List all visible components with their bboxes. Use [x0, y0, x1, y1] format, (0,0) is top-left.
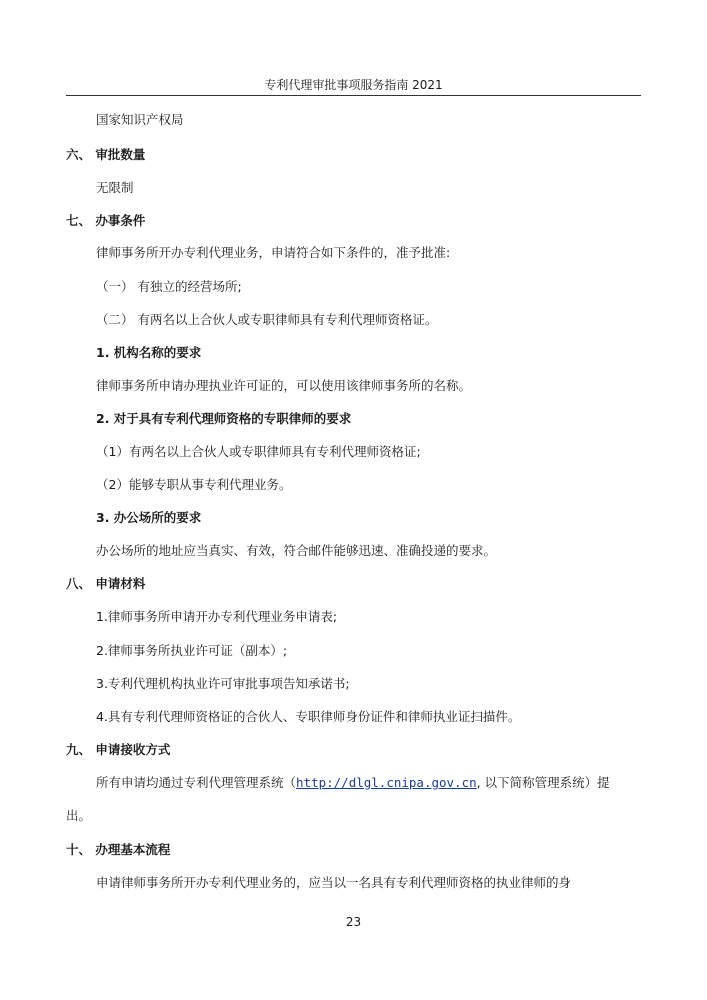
paragraph-lawyer-req-2: （2）能够专职从事专利代理业务。: [96, 477, 292, 492]
paragraph-office-req: 办公场所的地址应当真实、有效，符合邮件能够迅速、准确投递的要求。: [96, 543, 497, 558]
material-item-4: 4.具有专利代理师资格证的合伙人、专职律师身份证件和律师执业证扫描件。: [96, 709, 521, 724]
paragraph-process: 申请律师事务所开办专利代理业务的，应当以一名具有专利代理师资格的执业律师的身: [96, 875, 572, 890]
paragraph-lawyer-req-1: （1）有两名以上合伙人或专职律师具有专利代理师资格证;: [96, 444, 421, 459]
paragraph-name-requirement: 律师事务所申请办理执业许可证的，可以使用该律师事务所的名称。: [96, 378, 472, 393]
paragraph-receive-method: [96, 773, 610, 791]
receive-method-text-end: , 以下简称管理系统）提: [476, 775, 610, 790]
paragraph-condition-1: （一） 有独立的经营场所;: [96, 279, 242, 294]
section-heading-8: 八、 申请材料: [66, 576, 146, 591]
section-heading-9: 九、 申请接收方式: [66, 742, 171, 757]
material-item-2: 2.律师事务所执业许可证（副本）;: [96, 643, 288, 658]
subheading-3: 3. 办公场所的要求: [96, 510, 202, 525]
material-item-1: 1.律师事务所申请开办专利代理业务申请表;: [96, 609, 338, 624]
management-system-link[interactable]: http://dlgl.cnipa.gov.cn: [296, 775, 477, 790]
paragraph-condition-2: （二） 有两名以上合伙人或专职律师具有专利代理师资格证。: [96, 312, 438, 327]
paragraph-authority: 国家知识产权局: [96, 112, 184, 127]
paragraph-receive-method-cont: 出。: [66, 808, 92, 823]
material-item-3: 3.专利代理机构执业许可审批事项告知承诺书;: [96, 676, 350, 691]
receive-method-text-start: 所有申请均通过专利代理管理系统（: [96, 775, 297, 790]
page-header: 专利代理审批事项服务指南 2021: [66, 76, 641, 96]
subheading-2: 2. 对于具有专利代理师资格的专职律师的要求: [96, 411, 352, 426]
paragraph-quantity: 无限制: [96, 180, 134, 195]
section-heading-10: 十、 办理基本流程: [66, 842, 171, 857]
section-heading-7: 七、 办事条件: [66, 213, 146, 228]
page-number: 23: [345, 915, 362, 929]
paragraph-conditions-intro: 律师事务所开办专利代理业务，申请符合如下条件的，准予批准:: [96, 245, 451, 260]
subheading-1: 1. 机构名称的要求: [96, 345, 202, 360]
section-heading-6: 六、 审批数量: [66, 147, 146, 162]
